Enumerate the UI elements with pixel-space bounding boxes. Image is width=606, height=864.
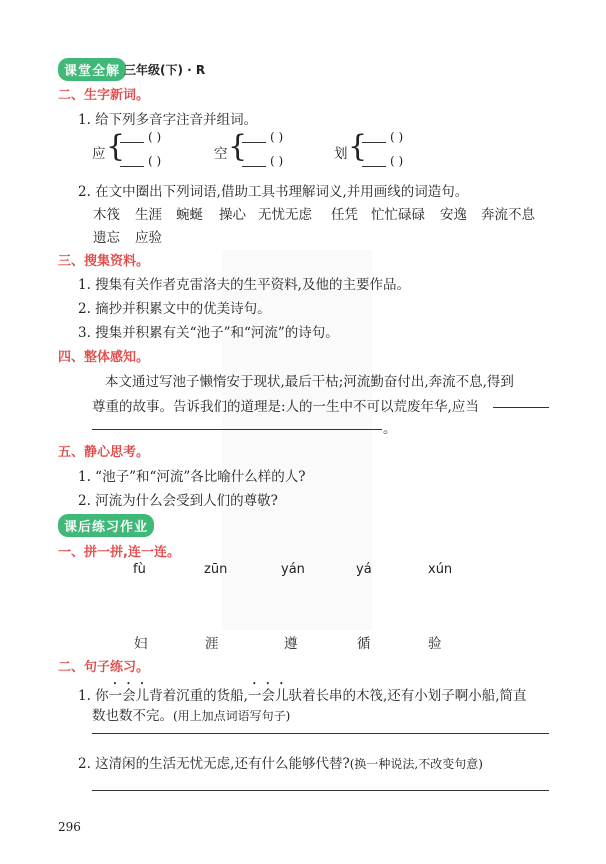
vocab-word: 无忧无虑 — [258, 207, 312, 223]
q2-text: 2. 这清闲的生活无忧无虑,还有什么能够代替? — [78, 756, 350, 772]
vocab-word: 任凭 — [331, 207, 358, 223]
pinyin-blank[interactable] — [120, 142, 144, 143]
dotted-word: 一会儿 — [108, 688, 150, 704]
polyphone-group — [92, 130, 212, 170]
word-paren[interactable]: ( ) — [390, 130, 404, 144]
pinyin-item[interactable]: xún — [428, 562, 453, 577]
pinyin-item[interactable]: yá — [356, 562, 372, 577]
vocab-word: 木筏 — [93, 207, 120, 223]
vocab-word: 应验 — [135, 230, 162, 246]
question-text — [92, 704, 290, 724]
q1-part: 背着沉重的货船, — [149, 688, 248, 704]
homework-badge: 课后练习作业 — [58, 514, 154, 537]
vocab-word: 奔流不息 — [481, 207, 535, 223]
dotted-word: 一会儿 — [247, 688, 289, 704]
section-title: 二、生字新词。 — [58, 88, 150, 103]
question-text — [78, 752, 483, 772]
pinyin-blank[interactable] — [362, 142, 386, 143]
polyphone-char: 空 — [214, 146, 228, 162]
hint-text: (用上加点词语写句子) — [173, 709, 291, 723]
word-paren[interactable]: ( ) — [148, 154, 162, 168]
section-title: 二、句子练习。 — [58, 660, 150, 675]
q1-part: 驮着长串的木筏,还有小划子啊小船,简直 — [288, 688, 527, 704]
vocab-word: 蜿蜒 — [176, 207, 203, 223]
character-item[interactable]: 验 — [428, 636, 442, 652]
vocab-word: 生涯 — [135, 207, 162, 223]
word-paren[interactable]: ( ) — [148, 130, 162, 144]
character-item[interactable]: 妇 — [134, 636, 148, 652]
pinyin-blank[interactable] — [362, 166, 386, 167]
brace-icon: { — [106, 129, 126, 164]
pinyin-blank[interactable] — [242, 142, 266, 143]
polyphone-char: 应 — [92, 146, 106, 162]
word-paren[interactable]: ( ) — [390, 154, 404, 168]
hint-text: (换一种说法,不改变句意) — [349, 757, 483, 771]
pinyin-item[interactable]: yán — [281, 562, 305, 577]
grade-label: 三年级(下) · R — [124, 63, 206, 77]
section-title: 四、整体感知。 — [58, 350, 150, 365]
list-item: 2. 河流为什么会受到人们的尊敬? — [78, 493, 278, 509]
q1-part: 1. 你 — [78, 688, 109, 704]
answer-blank[interactable] — [493, 393, 549, 408]
pinyin-item[interactable]: zūn — [204, 562, 228, 577]
pinyin-blank[interactable] — [242, 166, 266, 167]
question-text: 1. 给下列多音字注音并组词。 — [78, 112, 258, 128]
pinyin-item[interactable]: fù — [133, 562, 146, 577]
character-item[interactable]: 遵 — [284, 636, 298, 652]
section-title: 三、搜集资料。 — [58, 254, 150, 269]
section-title: 五、静心思考。 — [58, 445, 150, 460]
character-item[interactable]: 循 — [357, 636, 371, 652]
section-title: 一、拼一拼,连一连。 — [58, 545, 180, 560]
polyphone-char: 划 — [334, 146, 348, 162]
period-mark: 。 — [383, 421, 397, 437]
vocab-word: 遗忘 — [93, 230, 120, 246]
question-text — [78, 680, 527, 704]
word-paren[interactable]: ( ) — [270, 154, 284, 168]
brace-icon: { — [348, 129, 368, 164]
page-number: 296 — [58, 820, 81, 834]
answer-line[interactable] — [92, 790, 549, 791]
polyphone-group — [214, 130, 334, 170]
list-item: 1. “池子”和“河流”各比喻什么样的人? — [78, 469, 306, 485]
answer-blank[interactable] — [92, 415, 382, 430]
answer-line[interactable] — [92, 733, 549, 734]
list-item: 2. 摘抄并积累文中的优美诗句。 — [78, 301, 271, 317]
paragraph-line: 尊重的故事。告诉我们的道理是:人的一生中不可以荒废年华,应当 — [92, 399, 479, 415]
vocab-word: 操心 — [219, 207, 246, 223]
character-item[interactable]: 涯 — [205, 636, 219, 652]
brace-icon: { — [228, 129, 248, 164]
vocab-word: 安逸 — [440, 207, 467, 223]
lesson-badge: 课堂全解 — [58, 58, 126, 81]
question-text: 2. 在文中圈出下列词语,借助工具书理解词义,并用画线的词造句。 — [78, 184, 469, 200]
pinyin-blank[interactable] — [120, 166, 144, 167]
polyphone-group — [334, 130, 454, 170]
q1-line2: 数也数不完。 — [92, 708, 173, 724]
paragraph-line: 本文通过写池子懒惰安于现状,最后干枯;河流勤奋付出,奔流不息,得到 — [105, 374, 514, 390]
list-item: 3. 搜集并积累有关“池子”和“河流”的诗句。 — [78, 325, 339, 341]
word-paren[interactable]: ( ) — [270, 130, 284, 144]
vocab-word: 忙忙碌碌 — [371, 207, 425, 223]
list-item: 1. 搜集有关作者克雷洛夫的生平资料,及他的主要作品。 — [78, 277, 410, 293]
